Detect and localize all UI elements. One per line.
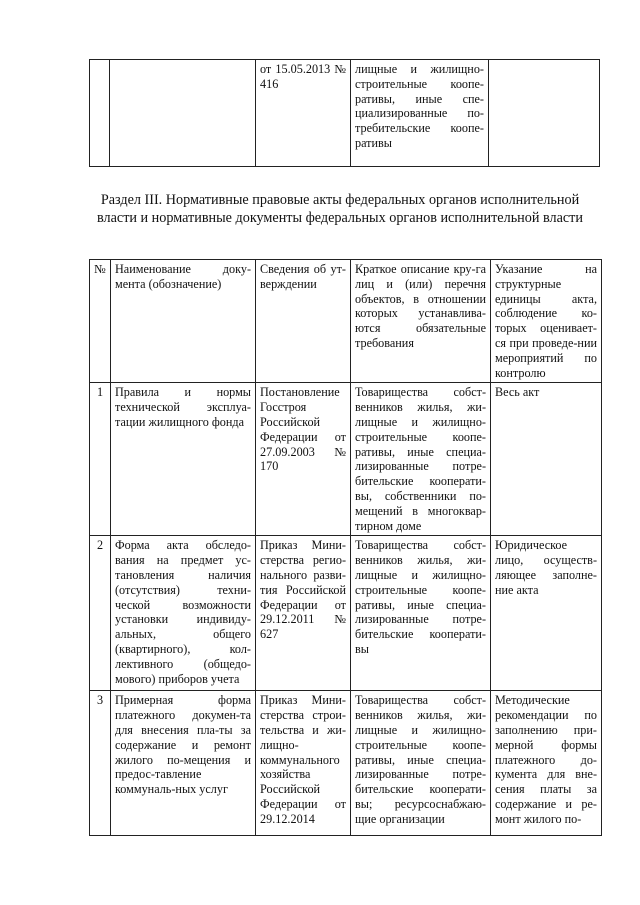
approval-info: Приказ Мини-стерства регио-нального разви-тия Российской Федерации от 29.12.2011 № 627 — [256, 536, 351, 691]
subjects-description: Товарищества собст-венников жилья, жи-лищные и жилищно-строительные коопе-ративы, иные специа-лизированные потре-бительские кооперати-вы, собственники по-мещений в многоквар-тирном доме — [351, 383, 491, 536]
row-num: 2 — [90, 536, 111, 691]
table-cell — [110, 60, 256, 167]
subjects-description: Товарищества собст-венников жилья, жи-лищные и жилищно-строительные коопе-ративы, иные специа-лизированные потре-бительские кооперати-вы; ресурсоснабжаю-щие организации — [351, 691, 491, 836]
structural-units: Методические рекомендации по заполнению при-мерной формы платежного до-кумента для вне-сения платы за содержание и ре-монт жилого по- — [491, 691, 602, 836]
header-num: № — [90, 260, 111, 383]
header-row — [90, 260, 602, 383]
approval-cell: от 15.05.2013 № 416 — [256, 60, 351, 167]
subjects-cell: лищные и жилищно-строительные коопе-ративы, иные спе-циализированные по-требительские коопе-ративы — [351, 60, 489, 167]
document-name: Примерная форма платежного докумен-та для внесения пла-ты за содержание и ремонт жилого по-мещения и предос-тавление коммуналь-ных услуг — [111, 691, 256, 836]
continuation-table — [89, 59, 600, 167]
table-row — [90, 60, 600, 167]
subjects-description: Товарищества собст-венников жилья, жи-лищные и жилищно-строительные коопе-ративы, иные специа-лизированные потре-бительские кооперати-вы — [351, 536, 491, 691]
row-num: 3 — [90, 691, 111, 836]
header-subjects: Краткое описание кру-га лиц и (или) перечня объектов, в отношении которых устанавлива-ются обязательные требования — [351, 260, 491, 383]
regulations-table — [89, 259, 602, 836]
header-name: Наименование доку-мента (обозначение) — [111, 260, 256, 383]
table-row — [90, 383, 602, 536]
document-name: Форма акта обследо-вания на предмет ус-тановления наличия (отсутствия) техни-ческой возможности установки индивиду-альных, общего (квартирного), кол-лективного (общедо-мового) приборов учета — [111, 536, 256, 691]
header-approval: Сведения об ут-верждении — [256, 260, 351, 383]
document-name: Правила и нормы технической эксплуа-тации жилищного фонда — [111, 383, 256, 536]
structural-units: Весь акт — [491, 383, 602, 536]
table-row — [90, 536, 602, 691]
table-cell — [90, 60, 110, 167]
approval-info: Постановление Госстроя Российской Федерации от 27.09.2003 № 170 — [256, 383, 351, 536]
row-num: 1 — [90, 383, 111, 536]
table-row — [90, 691, 602, 836]
header-units: Указание на структурные единицы акта, соблюдение ко-торых оценивает-ся при проведе-нии мероприятий по контролю — [491, 260, 602, 383]
structural-units: Юридическое лицо, осуществ-ляющее заполне-ние акта — [491, 536, 602, 691]
section-title: Раздел III. Нормативные правовые акты федеральных органов исполнительной власти и нормативные документы федеральных органов исполнительной власти — [97, 192, 583, 226]
approval-info: Приказ Мини-стерства строи-тельства и жи-лищно-коммунального хозяйства Российской Федерации от 29.12.2014 — [256, 691, 351, 836]
table-cell — [489, 60, 600, 167]
